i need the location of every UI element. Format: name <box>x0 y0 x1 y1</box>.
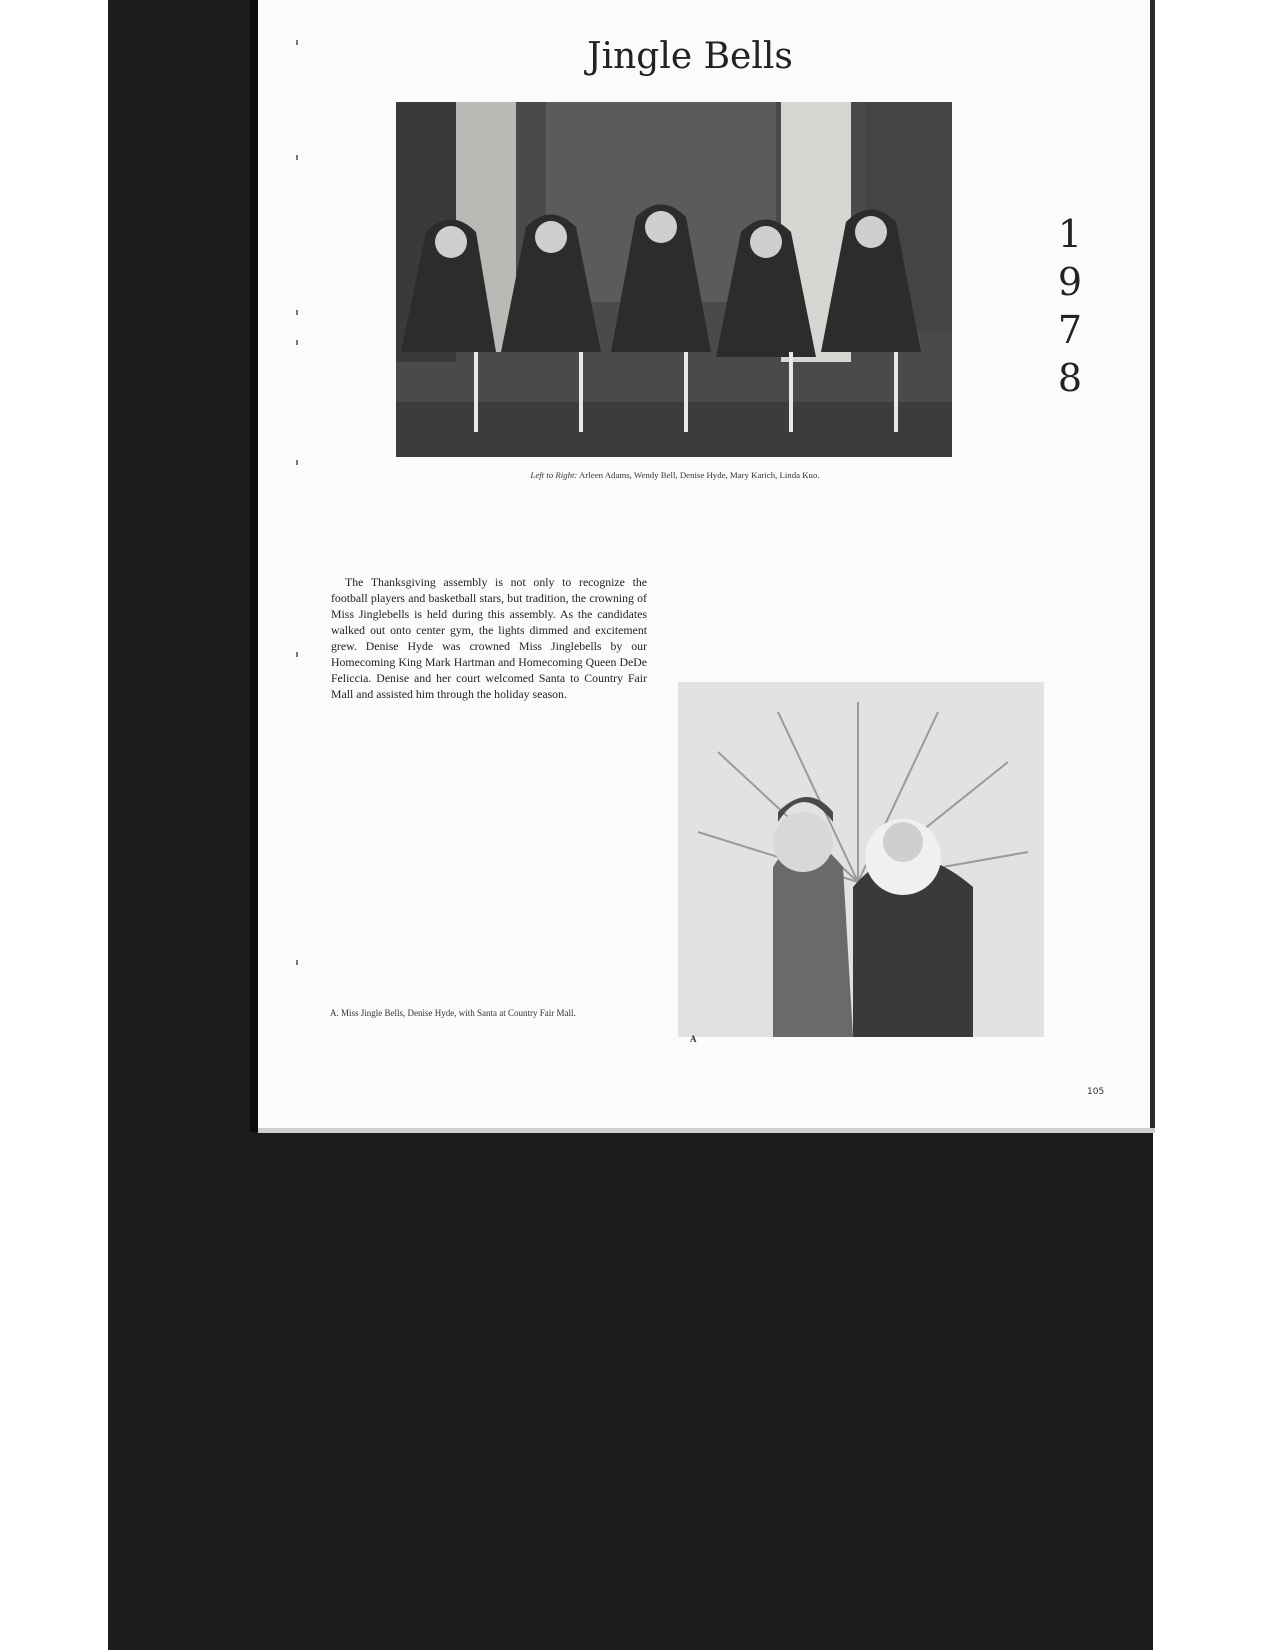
binding-speck <box>296 960 298 965</box>
court-photo <box>396 102 952 457</box>
binding-speck <box>296 652 298 657</box>
santa-photo <box>678 682 1044 1037</box>
binding-speck <box>296 310 298 315</box>
year-vertical <box>1050 210 1090 402</box>
year-digit: 1 <box>1057 212 1083 256</box>
page-right-edge <box>1150 0 1155 1132</box>
binding-speck <box>296 155 298 160</box>
santa-photo-caption: A. Miss Jingle Bells, Denise Hyde, with Santa at Country Fair Mall. <box>330 1008 576 1018</box>
caption-lead: Left to Right: <box>530 470 578 480</box>
caption-names: Arleen Adams, Wendy Bell, Denise Hyde, Mary Karich, Linda Kuo. <box>577 470 820 480</box>
photo-label: A <box>690 1034 697 1044</box>
court-photo-caption <box>420 470 930 480</box>
year-digit: 9 <box>1057 260 1083 304</box>
binding-speck <box>296 40 298 45</box>
article-paragraph: The Thanksgiving assembly is not only to recognize the football players and basketball stars, but tradition, the crowning of Miss Jinglebells is held during this assembly. As the candidates walked out onto center gym, the lights dimmed and excitement grew. Denise Hyde was crowned Miss Jinglebells by our Homecoming King Mark Hartman and Homecoming Queen DeDe Feliccia. Denise and her court welcomed Santa to Country Fair Mall and assisted him through the holiday season. <box>331 575 647 701</box>
page-number: 105 <box>1087 1087 1105 1097</box>
year-digit: 7 <box>1057 308 1083 352</box>
page-bottom-edge <box>258 1128 1155 1133</box>
binding-speck <box>296 460 298 465</box>
page-title: Jingle Bells <box>587 36 793 77</box>
year-digit: 8 <box>1057 356 1083 400</box>
binding-speck <box>296 340 298 345</box>
